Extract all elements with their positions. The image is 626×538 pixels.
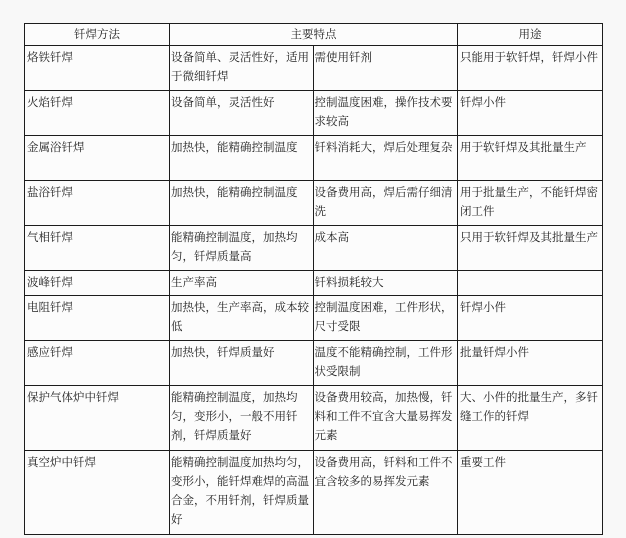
usage-cell: [458, 271, 603, 296]
feature-advantage: 设备简单、灵活性好，适用于微细钎焊: [170, 46, 314, 90]
table-row: [25, 91, 603, 136]
feature-limitation: 设备费用高，钎料和工件不宜含较多的易挥发元素: [314, 455, 453, 488]
feature-advantage: 加热快，钎焊质量好: [170, 341, 314, 385]
method-cell: 保护气体炉中钎焊: [25, 386, 170, 451]
feature-limitation: 成本高: [314, 230, 349, 244]
features-cell: [170, 341, 458, 386]
usage-cell: 只用于软钎焊及其批量生产: [458, 226, 603, 271]
features-cell: [170, 386, 458, 451]
header-row: [25, 24, 603, 46]
feature-advantage: 能精确控制温度，加热均匀，钎焊质量高: [170, 226, 314, 270]
method-cell: 金属浴钎焊: [25, 136, 170, 181]
table-row: [25, 386, 603, 451]
table-row: [25, 296, 603, 341]
method-cell: 波峰钎焊: [25, 271, 170, 296]
table-row: [25, 271, 603, 296]
usage-cell: 只能用于软钎焊，钎焊小件: [458, 46, 603, 91]
feature-advantage: 设备简单，灵活性好: [170, 91, 314, 135]
method-cell: 气相钎焊: [25, 226, 170, 271]
feature-limitation: 需使用钎剂: [314, 50, 372, 64]
header-usage: 用途: [458, 24, 603, 46]
feature-advantage: 能精确控制温度加热均匀，变形小，能钎焊难焊的高温合金，不用钎剂，钎焊质量好: [170, 451, 314, 534]
table-row: [25, 226, 603, 271]
feature-limitation: 控制温度困难，操作技术要求较高: [314, 95, 453, 128]
feature-advantage: 加热快，能精确控制温度: [170, 136, 314, 180]
features-cell: [170, 296, 458, 341]
table-row: [25, 451, 603, 535]
table-row: [25, 341, 603, 386]
table-row: [25, 46, 603, 91]
method-cell: 电阻钎焊: [25, 296, 170, 341]
features-cell: [170, 226, 458, 271]
features-cell: [170, 181, 458, 226]
features-cell: [170, 46, 458, 91]
feature-advantage: 加热快，能精确控制温度: [170, 181, 314, 225]
method-cell: 火焰钎焊: [25, 91, 170, 136]
feature-limitation: 钎料损耗较大: [314, 275, 384, 289]
table-row: [25, 181, 603, 226]
feature-limitation: 钎料消耗大，焊后处理复杂: [314, 140, 453, 154]
method-cell: 烙铁钎焊: [25, 46, 170, 91]
header-features: 主要特点: [170, 24, 458, 46]
usage-cell: 用于软钎焊及其批量生产: [458, 136, 603, 181]
usage-cell: 大、小件的批量生产，多钎缝工作的钎焊: [458, 386, 603, 451]
brazing-methods-table: [24, 23, 603, 535]
features-cell: [170, 451, 458, 535]
feature-advantage: 加热快，生产率高，成本较低: [170, 296, 314, 340]
brazing-methods-table-container: [24, 23, 603, 535]
usage-cell: 重要工件: [458, 451, 603, 535]
table-row: [25, 136, 603, 181]
method-cell: 盐浴钎焊: [25, 181, 170, 226]
usage-cell: 钎焊小件: [458, 296, 603, 341]
method-cell: 感应钎焊: [25, 341, 170, 386]
feature-limitation: 设备费用高，焊后需仔细清洗: [314, 185, 453, 218]
features-cell: [170, 91, 458, 136]
feature-limitation: 温度不能精确控制，工件形状受限制: [314, 345, 453, 378]
usage-cell: 用于批量生产，不能钎焊密闭工件: [458, 181, 603, 226]
header-method: 钎焊方法: [25, 24, 170, 46]
method-cell: 真空炉中钎焊: [25, 451, 170, 535]
features-cell: [170, 136, 458, 181]
feature-advantage: 能精确控制温度，加热均匀，变形小，一般不用钎剂，钎焊质量好: [170, 386, 314, 450]
features-cell: [170, 271, 458, 296]
feature-limitation: 控制温度困难，工件形状，尺寸受限: [314, 300, 453, 333]
feature-limitation: 设备费用较高，加热慢，钎料和工件不宜含大量易挥发元素: [314, 390, 453, 442]
usage-cell: 钎焊小件: [458, 91, 603, 136]
feature-advantage: 生产率高: [170, 271, 314, 295]
usage-cell: 批量钎焊小件: [458, 341, 603, 386]
